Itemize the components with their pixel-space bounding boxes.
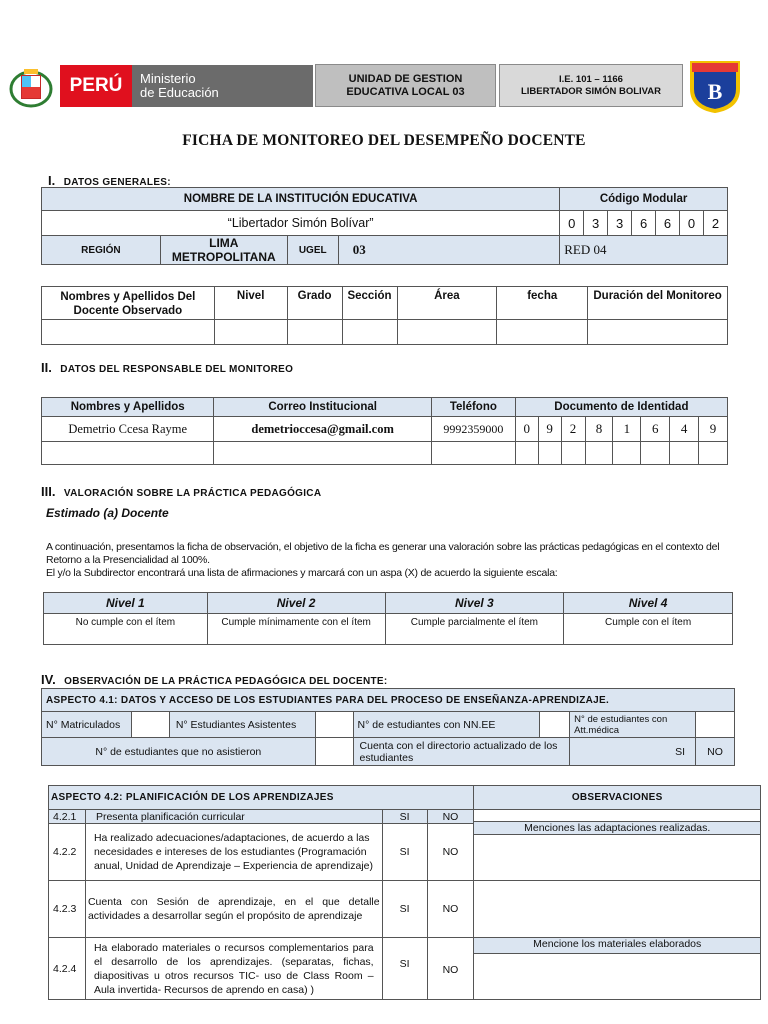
code-digit: 2 — [703, 211, 727, 236]
responsible-phone: 9992359000 — [431, 417, 515, 442]
ugel-label: UGEL — [287, 236, 338, 265]
observation-cell — [474, 810, 761, 881]
section-4-roman: IV. — [41, 672, 56, 687]
item-no[interactable]: NO — [427, 881, 474, 938]
asistentes-value[interactable] — [315, 712, 353, 738]
header-phone: Teléfono — [431, 398, 515, 417]
empty-cell[interactable] — [561, 442, 585, 465]
aspect-42-title: ASPECTO 4.2: PLANIFICACIÓN DE LOS APRENDIZAJES — [49, 786, 474, 810]
ugel-value: 03 — [338, 236, 560, 265]
item-code: 4.2.4 — [49, 938, 86, 1000]
section-3-title: VALORACIÓN SOBRE LA PRÁCTICA PEDAGÓGICA — [63, 488, 322, 499]
empty-cell[interactable] — [699, 442, 728, 465]
asistentes-label: N° Estudiantes Asistentes — [169, 712, 315, 738]
peru-label: PERÚ — [60, 65, 132, 107]
empty-cell[interactable] — [515, 442, 538, 465]
code-digit: 3 — [608, 211, 632, 236]
paragraph-1: A continuación, presentamos la ficha de observación, el objetivo de la ficha es generar una valoración sobre las prácticas pedagógicas en el contexto del Retorno a la Presencialidad al 100%. — [46, 541, 720, 566]
observation-cell[interactable] — [474, 881, 761, 938]
school-shield-logo — [688, 59, 742, 113]
area-cell[interactable] — [397, 320, 497, 345]
item-no[interactable]: NO — [427, 824, 474, 881]
header-level: Nivel — [214, 287, 287, 320]
teacher-name-cell[interactable] — [42, 320, 215, 345]
empty-cell[interactable] — [214, 442, 432, 465]
responsible-email: demetrioccesa@gmail.com — [214, 417, 432, 442]
id-digit: 9 — [538, 417, 561, 442]
header-teacher-name: Nombres y Apellidos Del Docente Observado — [42, 287, 215, 320]
responsible-table — [41, 397, 728, 465]
general-data-table — [41, 187, 728, 265]
att-medica-label: N° de estudiantes con Att.médica — [570, 712, 696, 738]
level-2-desc: Cumple mínimamente con el ítem — [207, 614, 385, 645]
id-digit: 1 — [613, 417, 641, 442]
ministry-label — [132, 65, 313, 107]
item-si[interactable]: SI — [382, 938, 427, 1000]
section-3-roman: III. — [41, 484, 56, 499]
item-text: Ha realizado adecuaciones/adaptaciones, de acuerdo a las necesidades e intereses de los estudiantes (Programación anual, Unidad de Aprendizaje – Experiencia de aprendizaje) — [85, 824, 382, 881]
code-digit: 0 — [679, 211, 703, 236]
header-grade: Grado — [287, 287, 342, 320]
observation-cell — [474, 938, 761, 1000]
section-4-heading — [41, 671, 388, 689]
section-4-title: OBSERVACIÓN DE LA PRÁCTICA PEDAGÓGICA DEL DOCENTE: — [64, 676, 388, 687]
aspect-41-title: ASPECTO 4.1: DATOS Y ACCESO DE LOS ESTUDIANTES PARA DEL PROCESO DE ENSEÑANZA-APRENDIZAJE. — [42, 689, 735, 712]
item-no[interactable]: NO — [427, 938, 474, 1000]
id-digit: 0 — [515, 417, 538, 442]
paragraph-2: El y/o la Subdirector encontrará una lista de afirmaciones y marcará con un aspa (X) de acuerdo la siguiente escala: — [46, 567, 558, 579]
no-asistieron-value[interactable] — [315, 738, 353, 766]
code-digit: 6 — [632, 211, 656, 236]
id-digit: 9 — [699, 417, 728, 442]
directorio-label: Cuenta con el directorio actualizado de los estudiantes — [353, 738, 570, 766]
empty-cell[interactable] — [42, 442, 214, 465]
no-asistieron-label: N° de estudiantes que no asistieron — [42, 738, 316, 766]
matriculados-value[interactable] — [131, 712, 169, 738]
nnee-label: N° de estudiantes con NN.EE — [353, 712, 540, 738]
section-cell[interactable] — [342, 320, 397, 345]
matriculados-label: N° Matriculados — [42, 712, 132, 738]
ugel-line2: EDUCATIVA LOCAL 03 — [346, 85, 465, 98]
institution-header: NOMBRE DE LA INSTITUCIÓN EDUCATIVA — [42, 188, 560, 211]
section-2-title: DATOS DEL RESPONSABLE DEL MONITOREO — [60, 364, 294, 375]
peru-coat-of-arms-logo — [8, 64, 54, 110]
header-area: Área — [397, 287, 497, 320]
item-si[interactable]: SI — [382, 824, 427, 881]
att-medica-value[interactable] — [696, 712, 735, 738]
header-section: Sección — [342, 287, 397, 320]
level-3-desc: Cumple parcialmente el ítem — [385, 614, 564, 645]
levels-table — [43, 592, 733, 645]
grade-cell[interactable] — [287, 320, 342, 345]
header-email: Correo Institucional — [214, 398, 432, 417]
section-1-title: DATOS GENERALES: — [63, 177, 171, 188]
aspect-42-table — [48, 785, 761, 1000]
item-code: 4.2.1 — [49, 810, 86, 824]
school-logo-letter: B — [707, 79, 723, 104]
ugel-box — [315, 64, 496, 107]
empty-cell[interactable] — [670, 442, 699, 465]
institution-name: “Libertador Simón Bolívar” — [42, 211, 560, 236]
school-box — [499, 64, 683, 107]
section-2-heading — [41, 359, 293, 377]
level-cell[interactable] — [214, 320, 287, 345]
section-3-heading — [41, 483, 321, 501]
id-digit: 8 — [585, 417, 613, 442]
item-si[interactable]: SI — [382, 810, 427, 824]
code-header: Código Modular — [560, 188, 728, 211]
item-text: Ha elaborado materiales o recursos complementarios para el desarrollo de los aprendizajes. (separatas, fichas, diapositivas u otros recursos TIC- uso de Class Room – Aula invertida- Recursos de aprendo en casa) ) — [85, 938, 382, 1000]
directorio-si[interactable]: SI — [570, 738, 696, 766]
red-value: RED 04 — [560, 236, 728, 265]
section-2-roman: II. — [41, 360, 52, 375]
empty-cell[interactable] — [585, 442, 613, 465]
level-1-desc: No cumple con el ítem — [44, 614, 208, 645]
ie-line2: LIBERTADOR SIMÓN BOLIVAR — [520, 85, 662, 97]
level-4-name: Nivel 4 — [564, 593, 733, 614]
header-duration: Duración del Monitoreo — [588, 287, 728, 320]
section-1-roman: I. — [48, 173, 56, 188]
item-code: 4.2.3 — [49, 881, 86, 938]
level-1-name: Nivel 1 — [44, 593, 208, 614]
item-no[interactable]: NO — [427, 810, 474, 824]
intro-paragraph — [46, 541, 736, 580]
date-cell[interactable] — [497, 320, 588, 345]
level-2-name: Nivel 2 — [207, 593, 385, 614]
item-text: Presenta planificación curricular — [85, 810, 382, 824]
level-3-name: Nivel 3 — [385, 593, 564, 614]
empty-cell[interactable] — [538, 442, 561, 465]
page-title: FICHA DE MONITOREO DEL DESEMPEÑO DOCENTE — [182, 132, 586, 149]
header-responsible-name: Nombres y Apellidos — [42, 398, 214, 417]
directorio-no[interactable]: NO — [696, 738, 735, 766]
header-id-document: Documento de Identidad — [515, 398, 727, 417]
teacher-table — [41, 286, 728, 345]
ie-line1: I.E. 101 – 1166 — [559, 73, 623, 85]
header-date: fecha — [497, 287, 588, 320]
level-4-desc: Cumple con el ítem — [564, 614, 733, 645]
item-text: Cuenta con Sesión de aprendizaje, en el que detalle actividades a desarrollar según el propósito de aprendizaje — [85, 881, 382, 938]
id-digit: 6 — [641, 417, 670, 442]
responsible-name: Demetrio Ccesa Rayme — [42, 417, 214, 442]
region-value: LIMA METROPOLITANA — [160, 236, 287, 265]
observations-header: OBSERVACIONES — [474, 786, 761, 810]
observation-prompt: Mencione los materiales elaborados — [474, 938, 760, 954]
empty-cell[interactable] — [613, 442, 641, 465]
code-digit: 6 — [656, 211, 680, 236]
empty-cell[interactable] — [641, 442, 670, 465]
observation-prompt: Menciones las adaptaciones realizadas. — [474, 821, 760, 835]
region-label: REGIÓN — [42, 236, 161, 265]
empty-cell[interactable] — [431, 442, 515, 465]
item-si[interactable]: SI — [382, 881, 427, 938]
item-code: 4.2.2 — [49, 824, 86, 881]
nnee-value[interactable] — [540, 712, 570, 738]
ministry-line2: de Educación — [140, 85, 219, 100]
code-digit: 3 — [584, 211, 608, 236]
code-digit: 0 — [560, 211, 584, 236]
id-digit: 4 — [670, 417, 699, 442]
duration-cell[interactable] — [588, 320, 728, 345]
ministry-line1: Ministerio — [140, 71, 196, 86]
id-digit: 2 — [561, 417, 585, 442]
ugel-line1: UNIDAD DE GESTION — [348, 72, 463, 85]
greeting: Estimado (a) Docente — [46, 506, 169, 520]
aspect-41-table — [41, 688, 735, 766]
